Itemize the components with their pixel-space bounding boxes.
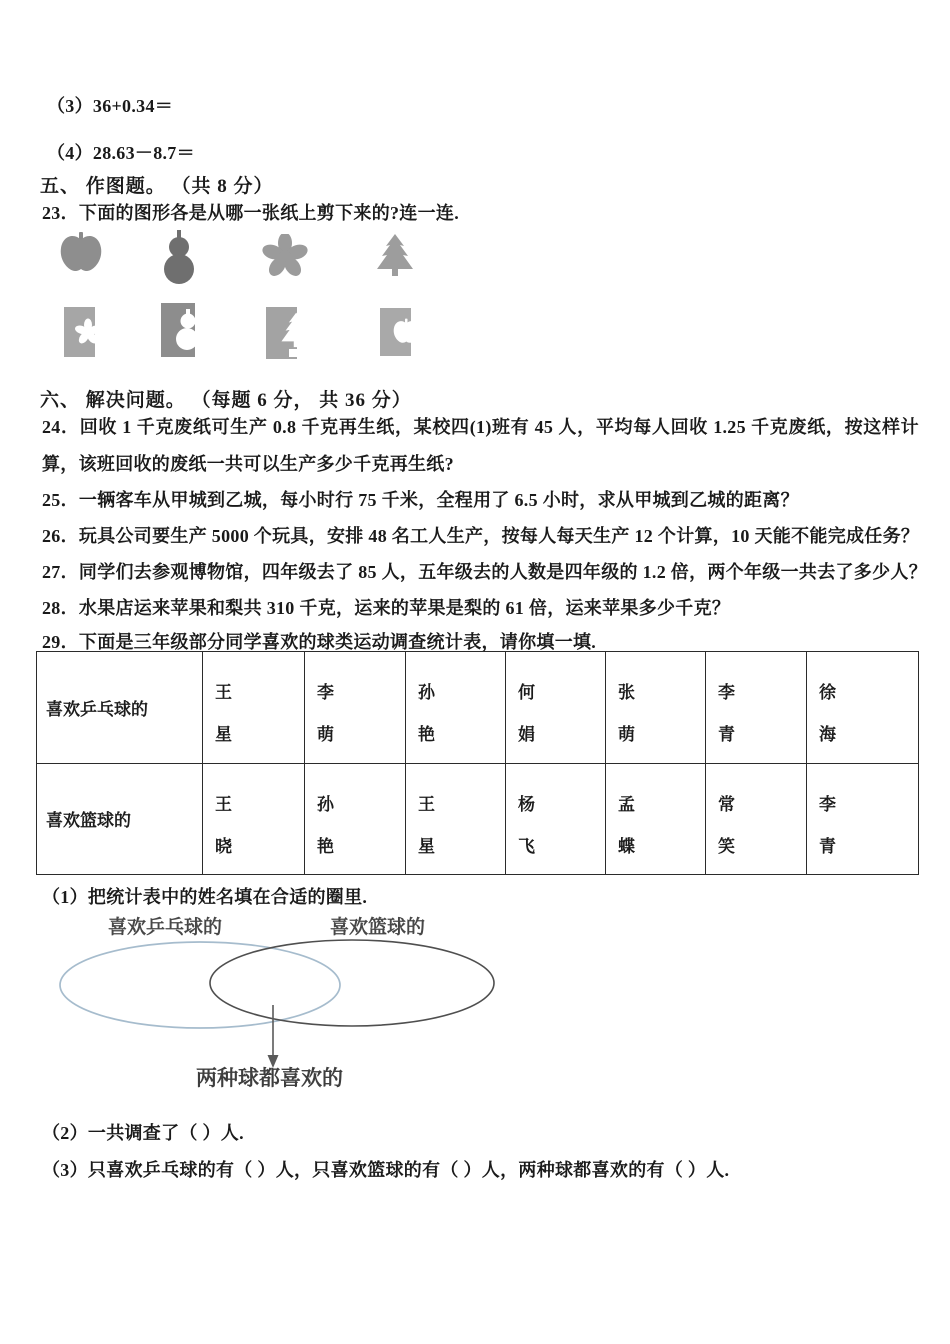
table-cell xyxy=(807,763,919,875)
student-name: 孟蝶 xyxy=(618,794,635,856)
table-cell xyxy=(706,652,807,764)
problem-28: 28．水果店运来苹果和梨共 310 千克，运来的苹果是梨的 61 倍，运来苹果多少千克？ xyxy=(42,598,731,618)
table-cell xyxy=(506,652,606,764)
section-title-solve: 六、 解决问题。 （每题 6 分， 共 36 分） xyxy=(40,390,412,411)
student-name: 李青 xyxy=(718,683,735,745)
student-name: 王星 xyxy=(215,683,232,745)
table-row-basketball xyxy=(37,763,919,875)
paper-flower-cutout xyxy=(63,305,97,359)
subquestion-1: （1）把统计表中的姓名填在合适的圈里. xyxy=(42,887,368,907)
subquestion-3: （3）只喜欢乒乓球的有（ ）人，只喜欢篮球的有（ ）人，两种球都喜欢的有（ ）人. xyxy=(42,1160,730,1180)
problem-27: 27．同学们去参观博物馆，四年级去了 85 人，五年级去的人数是四年级的 1.2 倍，两个年级一共去了多少人？ xyxy=(42,562,927,582)
flower-shape xyxy=(261,234,309,278)
row-header-pingpong: 喜欢乒乓球的 xyxy=(37,652,203,764)
venn-arrow xyxy=(268,1005,279,1068)
table-cell xyxy=(807,652,919,764)
pine-tree-shape xyxy=(374,232,416,278)
venn-left-label: 喜欢乒乓球的 xyxy=(108,917,223,938)
student-name: 孙艳 xyxy=(317,794,334,856)
student-name: 李萌 xyxy=(317,683,334,745)
table-cell xyxy=(406,652,506,764)
paper-apple-cutout xyxy=(379,306,413,358)
venn-bottom-label: 两种球都喜欢的 xyxy=(196,1067,343,1090)
paper-gourd-cutout xyxy=(160,301,198,359)
student-name: 王晓 xyxy=(215,794,232,856)
table-cell xyxy=(506,763,606,875)
student-name: 王星 xyxy=(418,794,435,856)
question-23: 23．下面的图形各是从哪一张纸上剪下来的?连一连. xyxy=(42,203,459,223)
student-name: 杨飞 xyxy=(518,794,535,856)
venn-right-label: 喜欢篮球的 xyxy=(330,917,426,938)
student-name: 徐海 xyxy=(819,683,836,745)
student-name: 何娟 xyxy=(518,683,535,745)
venn-right-ellipse xyxy=(210,940,494,1026)
problem-25: 25．一辆客车从甲城到乙城，每小时行 75 千米，全程用了 6.5 小时，求从甲城到乙城的距离？ xyxy=(42,490,799,510)
paper-tree-cutout xyxy=(265,305,299,361)
table-cell xyxy=(203,763,305,875)
section-title-draw: 五、 作图题。 （共 8 分） xyxy=(40,176,274,197)
table-cell xyxy=(203,652,305,764)
student-name: 孙艳 xyxy=(418,683,435,745)
student-name: 张萌 xyxy=(618,683,635,745)
table-cell xyxy=(706,763,807,875)
problem-24: 24．回收 1 千克废纸可生产 0.8 千克再生纸，某校四(1)班有 45 人，平均每人回收 1.25 千克废纸，按这样计算，该班回收的废纸一共可以生产多少千克再生纸? xyxy=(42,417,919,475)
student-name: 常笑 xyxy=(718,794,735,856)
table-cell xyxy=(606,652,706,764)
table-cell xyxy=(305,652,406,764)
calc-item-4: （4）28.63－8.7＝ xyxy=(47,143,195,163)
venn-left-ellipse xyxy=(60,942,340,1028)
student-name: 李青 xyxy=(819,794,836,856)
gourd-shape xyxy=(161,230,197,286)
subquestion-2: （2）一共调查了（ ）人. xyxy=(42,1123,244,1143)
apple-shape xyxy=(58,231,104,275)
table-cell xyxy=(606,763,706,875)
calc-item-3: （3）36+0.34＝ xyxy=(47,96,174,116)
row-header-basketball: 喜欢篮球的 xyxy=(37,763,203,875)
table-cell xyxy=(305,763,406,875)
problem-26: 26．玩具公司要生产 5000 个玩具，安排 48 名工人生产，按每人每天生产 12 个计算，10 天能不能完成任务？ xyxy=(42,526,920,546)
table-cell xyxy=(406,763,506,875)
table-row-pingpong xyxy=(37,652,919,764)
survey-table xyxy=(36,651,919,875)
problem-29: 29．下面是三年级部分同学喜欢的球类运动调查统计表，请你填一填. xyxy=(42,632,597,652)
